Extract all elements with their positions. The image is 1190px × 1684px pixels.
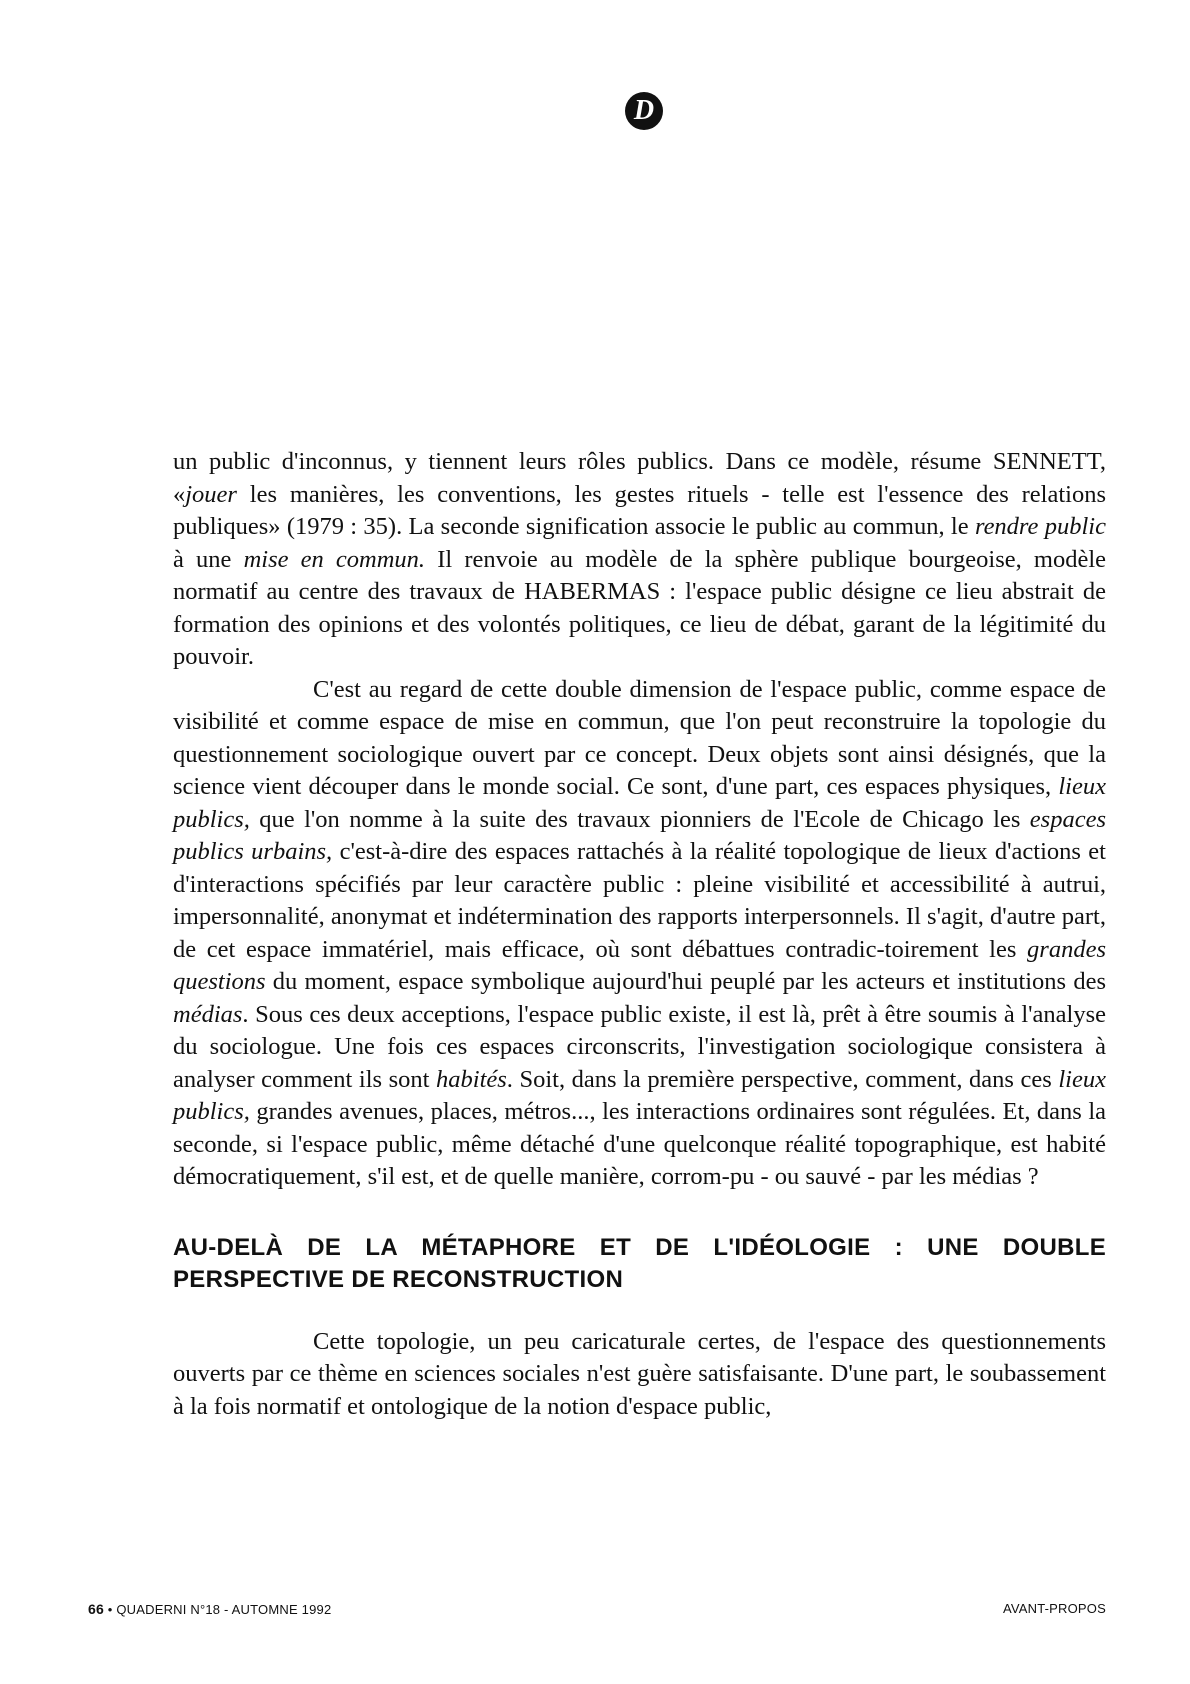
article-body — [173, 446, 1106, 1423]
italic-text: espaces publics urbains, — [173, 805, 1106, 865]
text-run: un public d'inconnus, y tiennent leurs rôles publics. Dans ce modèle, résume SENNETT, « — [173, 448, 1106, 508]
section-heading: AU-DELÀ DE LA MÉTAPHORE ET DE L'IDÉOLOGIE : UNE DOUBLE PERSPECTIVE DE RECONSTRUCTION — [173, 1233, 1106, 1293]
italic-text: médias — [173, 1000, 243, 1028]
text-run: du moment, espace symbolique aujourd'hui peuplé par les acteurs et institutions des — [265, 968, 1106, 995]
text-run: grandes avenues, places, métros..., les interactions ordinaires sont régulées. Et, dans la seconde, si l'espace public, même détaché d'une quelconque réalité topographique, est habité démocratiquement, s'il est, et de quelle manière, corrom-pu - ou sauvé - par les médias ? — [173, 1098, 1106, 1190]
footer-separator: • — [103, 1602, 117, 1617]
text-run: C'est au regard de cette double dimension de l'espace public, comme espace de visibilité et comme espace de mise en commun, que l'on peut reconstruire la topologie du questionnement sociologique ouvert par ce concept. Deux objets sont ainsi désignés, que la science vient découper dans le monde social. Ce sont, d'une part, ces espaces physiques, — [173, 675, 1106, 800]
text-run: . Sous ces deux acceptions, l'espace public existe, il est là, prêt à être soumis à l'analyse du sociologue. Une fois ces espaces circonscrits, l'investigation sociologique consistera à analyser comment ils sont — [173, 1000, 1106, 1093]
italic-text: lieux publics, — [173, 773, 1106, 833]
text-run: . Soit, dans la première perspective, comment, dans ces — [506, 1065, 1059, 1093]
page-footer-left — [88, 1601, 331, 1617]
italic-text: mise en commun. — [243, 545, 426, 573]
italic-text: lieux publics, — [173, 1065, 1106, 1125]
text-run: Il renvoie au modèle de la sphère publique bourgeoise, modèle normatif au centre des travaux de HABERMAS : l'espace public désigne ce lieu abstrait de formation des opinions et des volontés politiques, ce lieu de débat, garant de la légitimité du pouvoir. — [173, 545, 1107, 670]
section-paragraph: Cette topologie, un peu caricaturale certes, de l'espace des questionnements ouverts par ce thème en sciences sociales n'est guère satisfaisante. D'une part, le soubassement à la fois normatif et ontologique de la notion d'espace public, — [173, 1327, 1106, 1420]
page-number: 66 — [88, 1601, 104, 1617]
text-run: c'est-à-dire des espaces rattachés à la réalité topologique de lieux d'actions et d'interactions spécifiés par leur caractère public : pleine visibilité et accessibilité à autrui, impersonnalité, anonymat et indétermination des rapports interpersonnels. Il s'agit, d'autre part, de cet espace immatériel, mais efficace, où sont débattues contradic-toirement les — [173, 838, 1106, 963]
body-paragraph — [173, 674, 1106, 1194]
body-paragraph — [173, 446, 1106, 674]
section-name: AVANT-PROPOS — [1002, 1601, 1106, 1616]
journal-issue: QUADERNI N°18 - AUTOMNE 1992 — [116, 1602, 332, 1617]
text-run: à une — [173, 545, 244, 573]
text-run: que l'on nomme à la suite des travaux pionniers de l'Ecole de Chicago les — [249, 805, 1030, 833]
italic-text: jouer — [185, 480, 237, 508]
text-run: les manières, les conventions, les gestes rituels - telle est l'essence des relations publiques» (1979 : 35). La seconde signification associe le public au commun, le — [173, 480, 1106, 540]
italic-text: grandes questions — [173, 935, 1106, 995]
italic-text: rendre public — [974, 513, 1106, 540]
journal-logo-icon: D — [625, 92, 663, 130]
italic-text: habités — [436, 1065, 507, 1093]
